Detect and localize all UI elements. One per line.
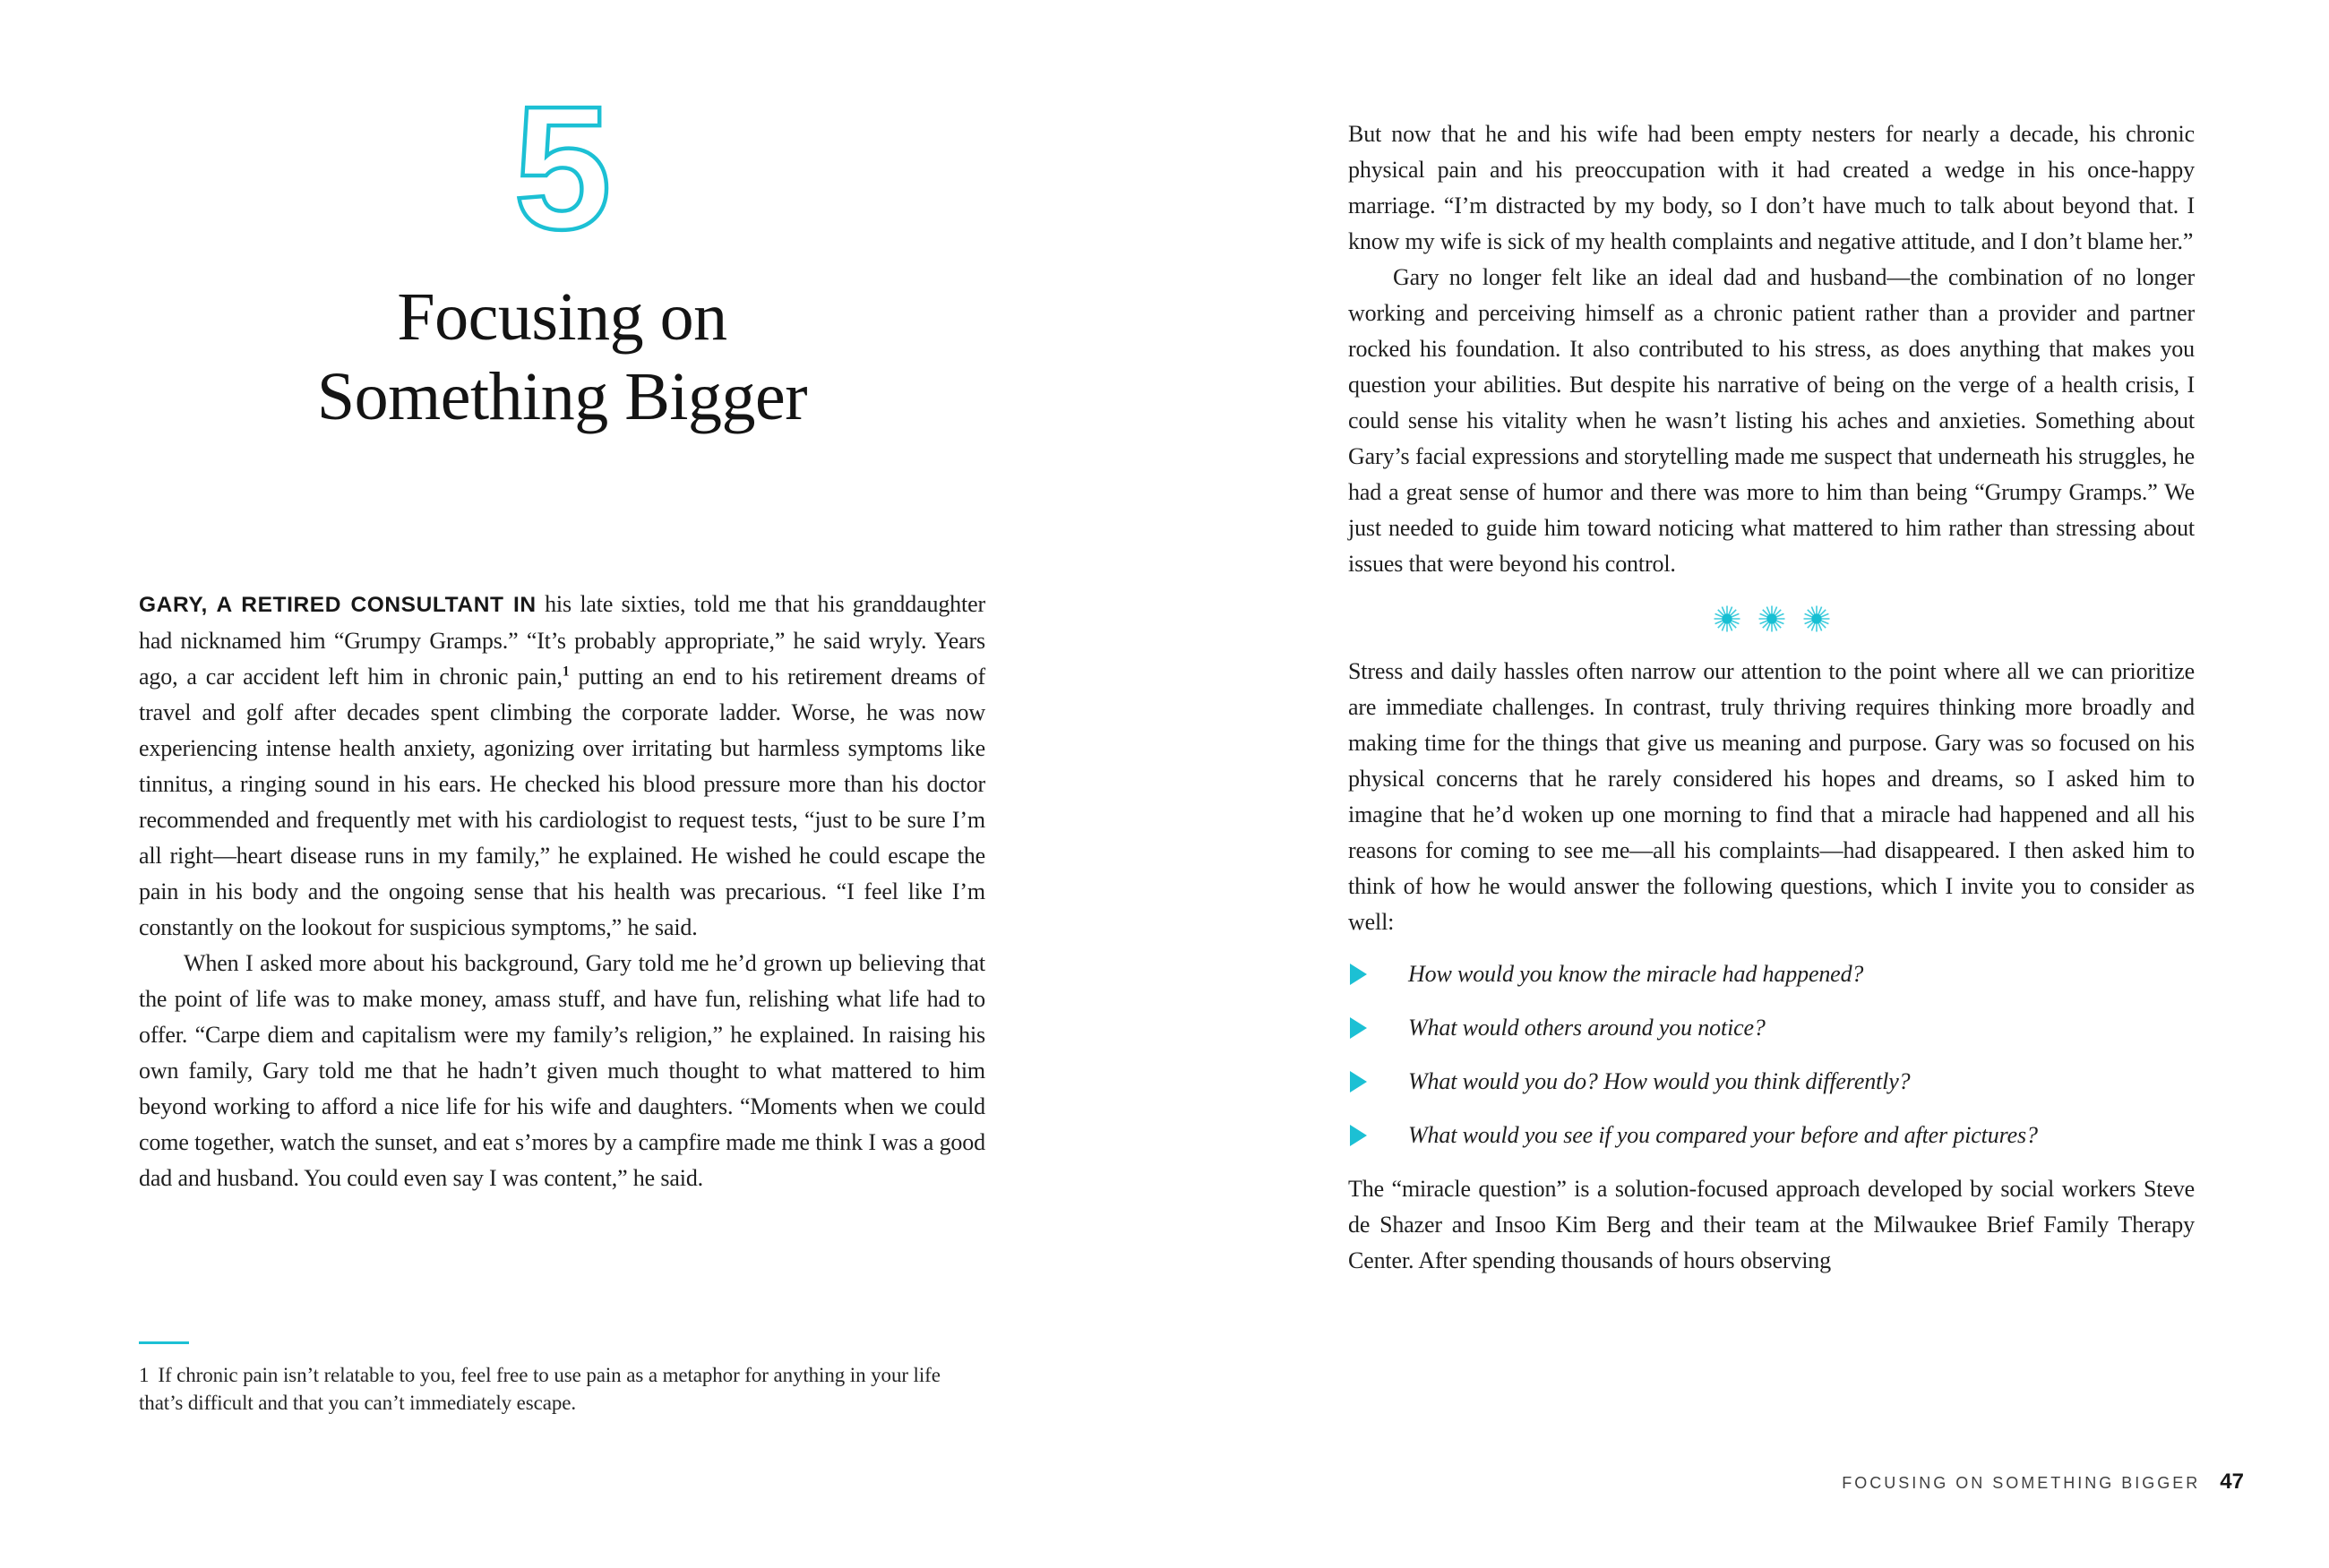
paragraph: The “miracle question” is a solution-focused approach developed by social workers Steve de Shazer and Insoo Kim Berg and their team at the Milwaukee Brief Family Therapy Center. After spending thousands of hours observing [1348, 1176, 2195, 1273]
paragraph: Gary no longer felt like an ideal dad and husband—the combination of no longer working and perceiving himself as a chronic patient rather than a provider and partner rocked his foundation. It also contributed to his stress, as does anything that makes you question your abilities. But despite his narrative of being on the verge of a health crisis, I could sense his vitality when he wasn’t listing his aches and anxieties. Something about Gary’s facial expressions and storytelling made me suspect that underneath his struggles, he had a great sense of humor and there was more to him than being “Grumpy Gramps.” We just needed to guide him toward noticing what mattered to him rather than stressing about issues that were beyond his control. [1348, 264, 2195, 577]
list-item [1348, 1118, 2195, 1153]
running-head: FOCUSING ON SOMETHING BIGGER [1842, 1474, 2201, 1492]
paragraph-text: putting an end to his retirement dreams of travel and golf after decades spent climbing the corporate ladder. Worse, he was now experiencing intense health anxiety, agonizing over irritating but harmless symptoms like tinnitus, a ringing sound in his ears. He checked his blood pressure more than his doctor recommended and frequently met with his cardiologist to request tests, “just to be sure I’m all right—heart disease runs in my family,” he explained. He wished he could escape the pain in his body and the ongoing sense that his health was precarious. “I feel like I’m constantly on the lookout for suspicious symptoms,” he said. [139, 664, 985, 940]
question-text: What would others around you notice? [1408, 1015, 1766, 1041]
chapter-title [139, 278, 985, 437]
paragraph: Stress and daily hassles often narrow our attention to the point where all we can prioritize are immediate challenges. In contrast, truly thriving requires thinking more broadly and making time for the things that give us meaning and purpose. Gary was so focused on his physical concerns that he rarely considered his hopes and dreams, so I asked him to imagine that he’d woken up one morning to find that a miracle had happened and all his reasons for coming to see me—all his complaints—had disappeared. I then asked him to think of how he would answer the following questions, which I invite you to consider as well: [1348, 658, 2195, 935]
right-page-body [1348, 116, 2195, 1279]
starburst-icon [1757, 604, 1786, 633]
paragraph: But now that he and his wife had been empty nesters for nearly a decade, his chronic physical pain and his preoccupation with it had created a wedge in his once-happy marriage. “I’m distracted by my body, so I don’t have much to talk about beyond that. I know my wife is sick of my health complaints and negative attitude, and I don’t blame her.” [1348, 121, 2195, 254]
question-text: How would you know the miracle had happened? [1408, 961, 1864, 987]
triangle-bullet-icon [1350, 1125, 1367, 1146]
miracle-questions-list [1348, 956, 2195, 1153]
paragraph-text: his late sixties, told me that his granddaughter had nicknamed him “Grumpy Gramps.” “It’s probably appropriate,” he said wryly. Years ago, a car accident left him in chronic pain, [139, 591, 985, 690]
page-right [1348, 0, 2244, 1568]
footnote [139, 1361, 985, 1417]
triangle-bullet-icon [1350, 964, 1367, 985]
question-text: What would you see if you compared your before and after pictures? [1408, 1122, 2038, 1148]
paragraph: When I asked more about his background, Gary told me he’d grown up believing that the point of life was to make money, amass stuff, and have fun, relishing what life had to offer. “Carpe diem and capitalism were my family’s religion,” he explained. In raising his own family, Gary told me that he hadn’t given much thought to what mattered to him beyond working to afford a nice life for his wife and daughters. “Moments when we could come together, watch the sunset, and eat s’mores by a campfire made me think I was a good dad and husband. You could even say I was content,” he said. [139, 950, 985, 1191]
section-break [1348, 601, 2195, 633]
starburst-icon [1713, 604, 1741, 633]
footnote-number: 1 [139, 1364, 150, 1386]
starburst-icon [1802, 604, 1831, 633]
lead-in-text: GARY, A RETIRED CONSULTANT IN [139, 593, 537, 617]
left-page-body [139, 587, 985, 1196]
running-footer [1348, 1469, 2244, 1495]
footnote-reference: 1 [562, 664, 570, 680]
list-item [1348, 956, 2195, 992]
triangle-bullet-icon [1350, 1071, 1367, 1092]
chapter-number-outline [446, 90, 679, 242]
chapter-number [139, 90, 985, 242]
page-number: 47 [2220, 1469, 2244, 1494]
chapter-title-line1: Focusing on [397, 279, 727, 355]
footnote-text: If chronic pain isn’t relatable to you, feel free to use pain as a metaphor for anything in your life that’s difficult and that you can’t immediately escape. [139, 1364, 941, 1414]
chapter-number-text: 5 [512, 90, 612, 242]
page-left [139, 0, 985, 1568]
footnote-rule [139, 1341, 189, 1344]
list-item [1348, 1010, 2195, 1046]
triangle-bullet-icon [1350, 1017, 1367, 1039]
list-item [1348, 1064, 2195, 1100]
opening-paragraph [139, 587, 985, 946]
chapter-title-line2: Something Bigger [316, 359, 808, 434]
question-text: What would you do? How would you think differently? [1408, 1068, 1911, 1094]
